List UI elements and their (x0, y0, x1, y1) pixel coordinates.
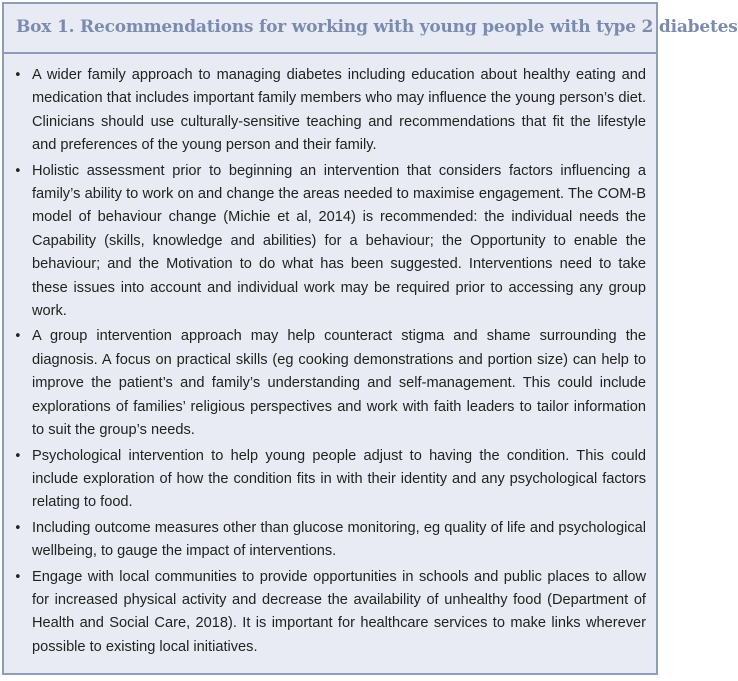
list-item-text: Psychological intervention to help young people adjust to having the condition. This could include exploration of how the condition fits in with their identity and any psychological factors relating to food. (32, 447, 646, 511)
bullet-icon: • (14, 68, 22, 83)
bullet-icon: • (14, 163, 22, 179)
bullet-icon: • (14, 569, 22, 585)
recommendations-list (4, 54, 656, 659)
list-item (4, 517, 646, 564)
list-item (4, 566, 646, 660)
list-item (4, 445, 646, 515)
bullet-icon: • (14, 520, 22, 536)
recommendations-box (2, 2, 738, 675)
bullet-icon: • (14, 329, 22, 345)
list-item (4, 160, 646, 324)
list-item-text: A wider family approach to managing diabetes including education about healthy eating and medication that includes important family members who may influence the young person’s diet. Clinicians should use culturally-sensitive teaching and recommendations that fit the lifestyle and preferences of the young person and their family. (32, 67, 646, 154)
list-item-text: Engage with local communities to provide opportunities in schools and public places to allow for increased physical activity and decrease the availability of unhealthy food (Department of Health and Social Care, 2018). It is important for healthcare services to make links wherever possible to existing local initiatives. (32, 568, 646, 655)
box-title: Box 1. Recommendations for working with young people with type 2 diabetes (16, 17, 738, 37)
list-item-text: A group intervention approach may help counteract stigma and shame surrounding the diagnosis. A focus on practical skills (eg cooking demonstrations and portion size) can help to improve the patient’s and family’s understanding and self-management. This could include explorations of families’ religious perspectives and work with faith leaders to tailor information to suit the group’s needs. (32, 328, 646, 439)
bullet-icon: • (14, 448, 22, 464)
list-item-text: Including outcome measures other than glucose monitoring, eg quality of life and psychological wellbeing, to gauge the impact of interventions. (32, 519, 646, 560)
list-item (4, 64, 646, 158)
list-item-text: Holistic assessment prior to beginning an intervention that considers factors influencing a family’s ability to work on and change the areas needed to maximise engagement. The COM-B model of behaviour change (Michie et al, 2014) is recommended: the individual needs the Capability (skills, knowledge and abilities) for a behaviour; the Opportunity to enable the behaviour; and the Motivation to do what has been suggested. Interventions need to take these issues into account and individual work may be required prior to accessing any group work. (32, 162, 646, 320)
list-item (4, 325, 646, 442)
